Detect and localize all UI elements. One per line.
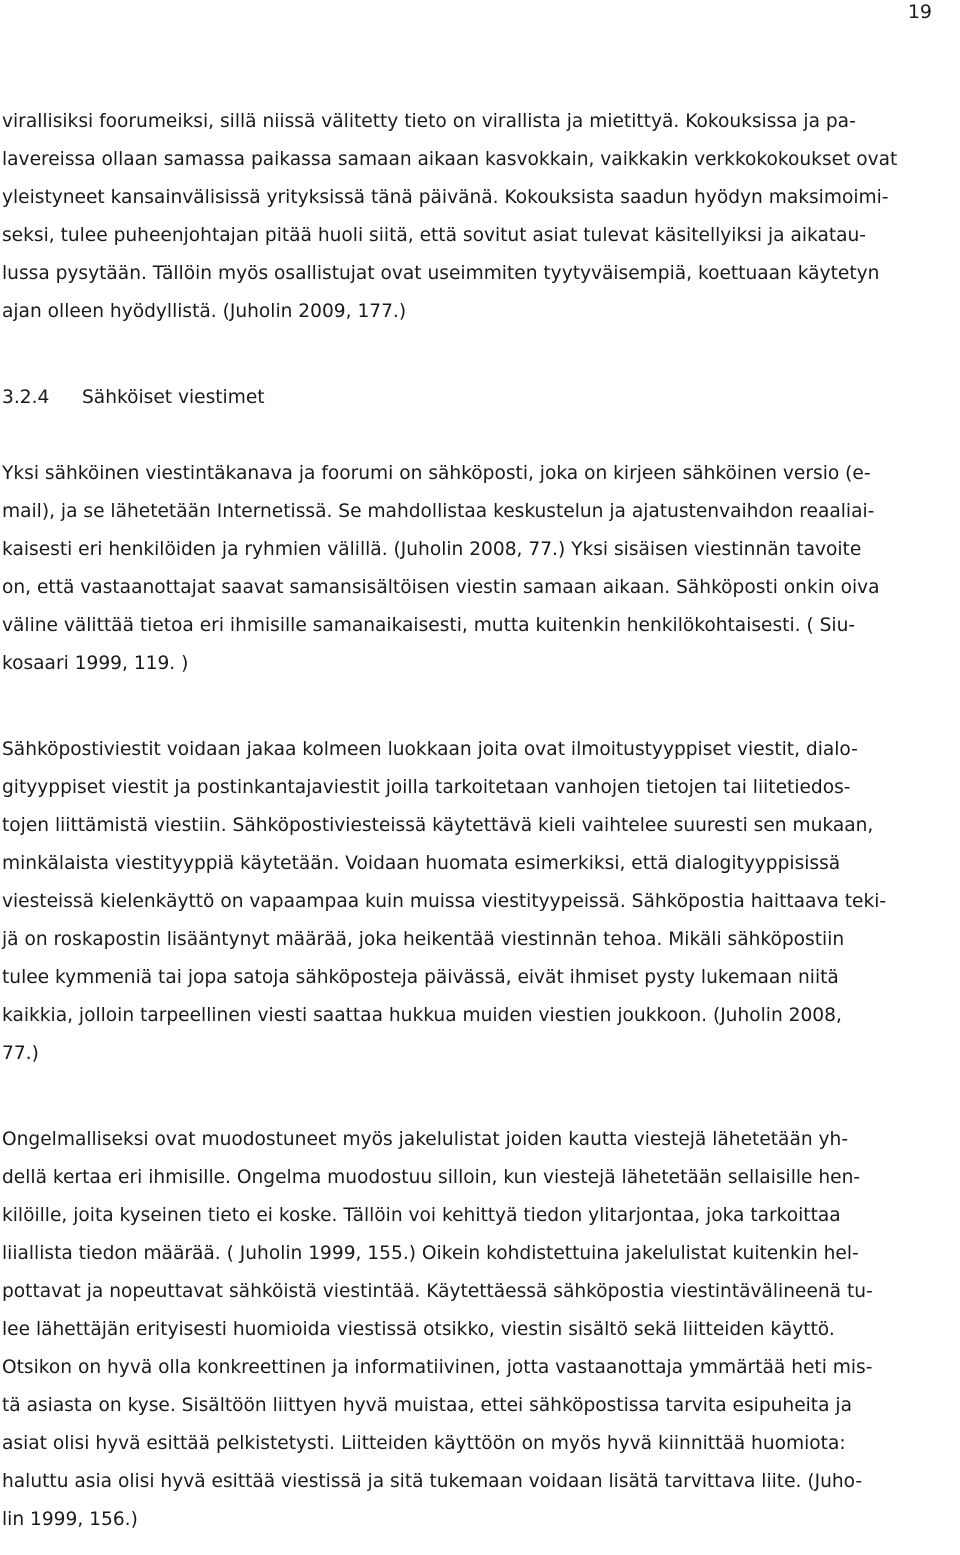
text-line: tulee kymmeniä tai jopa satoja sähköposteja päivässä, eivät ihmiset pysty lukemaan niitä: [2, 967, 839, 988]
section-heading: [2, 386, 265, 410]
text-line: viesteissä kielenkäyttö on vapaampaa kuin muissa viestityypeissä. Sähköpostia haittaava teki-: [2, 891, 887, 912]
text-line: väline välittää tietoa eri ihmisille samanaikaisesti, mutta kuitenkin henkilökohtaisesti. ( Siu-: [2, 615, 856, 636]
text-line: yleistyneet kansainvälisissä yrityksissä tänä päivänä. Kokouksista saadun hyödyn maksimoimi-: [2, 187, 889, 208]
text-line: kosaari 1999, 119. ): [2, 653, 189, 674]
text-line: dellä kertaa eri ihmisille. Ongelma muodostuu silloin, kun viestejä lähetetään sellaisille hen-: [2, 1167, 861, 1188]
text-line: jä on roskapostin lisääntynyt määrää, joka heikentää viestinnän tehoa. Mikäli sähköpostiin: [2, 929, 845, 950]
text-line: kaikkia, jolloin tarpeellinen viesti saattaa hukkua muiden viestien joukkoon. (Juholin 2008,: [2, 1005, 842, 1026]
text-line: asiat olisi hyvä esittää pelkistetysti. Liitteiden käyttöön on myös hyvä kiinnittää huomiota:: [2, 1433, 846, 1454]
text-line: mail), ja se lähetetään Internetissä. Se mahdollistaa keskustelun ja ajatustenvaihdon reaaliai-: [2, 501, 875, 522]
text-line: lavereissa ollaan samassa paikassa samaan aikaan kasvokkain, vaikkakin verkkokokoukset ovat: [2, 149, 898, 170]
text-line: liiallista tiedon määrää. ( Juholin 1999, 155.) Oikein kohdistettuina jakelulistat kuitenkin hel-: [2, 1243, 859, 1264]
section-number: 3.2.4: [2, 387, 50, 408]
text-line: lee lähettäjän erityisesti huomioida viestissä otsikko, viestin sisältö sekä liitteiden käyttö.: [2, 1319, 835, 1340]
text-line: kilöille, joita kyseinen tieto ei koske. Tällöin voi kehittyä tiedon ylitarjontaa, joka tarkoittaa: [2, 1205, 841, 1226]
text-line: 77.): [2, 1043, 39, 1064]
text-line: on, että vastaanottajat saavat samansisältöisen viestin samaan aikaan. Sähköposti onkin oiva: [2, 577, 880, 598]
text-line: gityyppiset viestit ja postinkantajaviestit joilla tarkoitetaan vanhojen tietojen tai liitetiedos-: [2, 777, 851, 798]
text-line: Yksi sähköinen viestintäkanava ja foorumi on sähköposti, joka on kirjeen sähköinen versio (e-: [2, 463, 871, 484]
text-line: kaisesti eri henkilöiden ja ryhmien välillä. (Juholin 2008, 77.) Yksi sisäisen viestinnän tavoite: [2, 539, 862, 560]
text-line: tä asiasta on kyse. Sisältöön liittyen hyvä muistaa, ettei sähköpostissa tarvita esipuheita ja: [2, 1395, 852, 1416]
text-line: haluttu asia olisi hyvä esittää viestissä ja sitä tukemaan voidaan lisätä tarvittava liite. (Juho-: [2, 1471, 863, 1492]
text-line: seksi, tulee puheenjohtajan pitää huoli siitä, että sovitut asiat tulevat käsitellyiksi ja aikatau-: [2, 225, 867, 246]
text-line: lussa pysytään. Tällöin myös osallistujat ovat useimmiten tyytyväisempiä, koettuaan käytetyn: [2, 263, 880, 284]
text-line: minkälaista viestityyppiä käytetään. Voidaan huomata esimerkiksi, että dialogityyppisissä: [2, 853, 841, 874]
text-line: ajan olleen hyödyllistä. (Juholin 2009, 177.): [2, 301, 407, 322]
text-line: Sähköpostiviestit voidaan jakaa kolmeen luokkaan joita ovat ilmoitustyyppiset viestit, dialo-: [2, 739, 858, 760]
section-title: Sähköiset viestimet: [82, 387, 265, 408]
page-number: 19: [907, 1, 932, 23]
text-line: virallisiksi foorumeiksi, sillä niissä välitetty tieto on virallista ja mietittyä. Kokouksissa ja pa-: [2, 111, 856, 132]
text-line: Ongelmalliseksi ovat muodostuneet myös jakelulistat joiden kautta viestejä lähetetään yh-: [2, 1129, 849, 1150]
text-line: Otsikon on hyvä olla konkreettinen ja informatiivinen, jotta vastaanottaja ymmärtää heti mis-: [2, 1357, 873, 1378]
text-line: lin 1999, 156.): [2, 1509, 138, 1530]
text-line: pottavat ja nopeuttavat sähköistä viestintää. Käytettäessä sähköpostia viestintävälineenä tu-: [2, 1281, 873, 1302]
text-line: tojen liittämistä viestiin. Sähköpostiviesteissä käytettävä kieli vaihtelee suuresti sen mukaan,: [2, 815, 874, 836]
